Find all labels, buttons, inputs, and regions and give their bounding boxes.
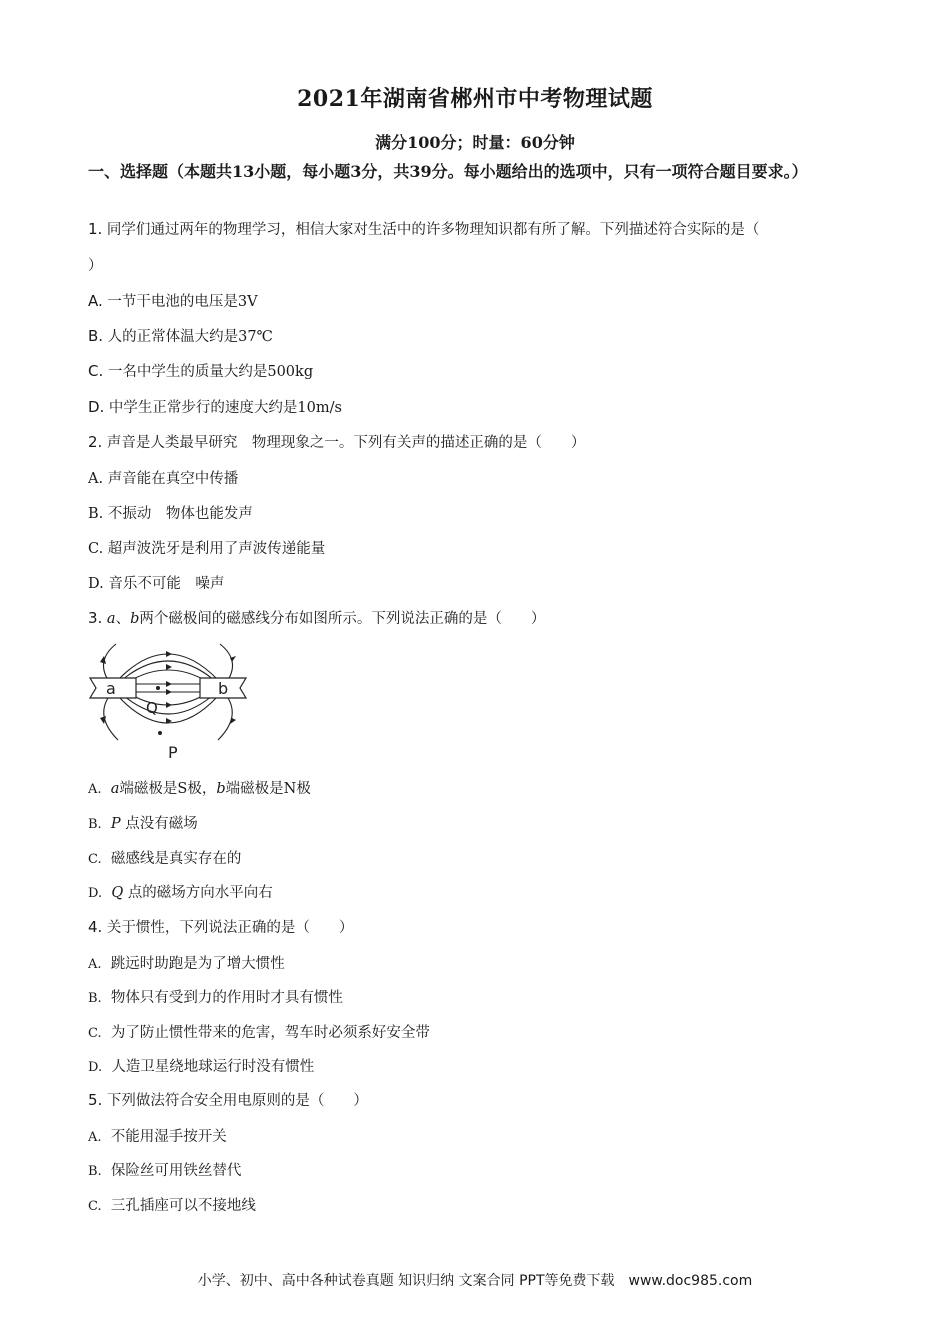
- q2-option-d: D. 音乐不可能 噪声: [88, 576, 225, 592]
- q3-option-a: A. a端磁极是S极，b端磁极是N极: [88, 781, 311, 797]
- q4-option-b: B. 物体只有受到力的作用时才具有惯性: [88, 990, 343, 1006]
- q1-option-d: D. 中学生正常步行的速度大约是10m/s: [88, 398, 342, 416]
- q5-option-c: C. 三孔插座可以不接地线: [88, 1198, 256, 1214]
- q5-option-a: A. 不能用湿手按开关: [88, 1129, 227, 1145]
- question-5-stem: 5. 下列做法符合安全用电原则的是（ ）: [88, 1091, 368, 1109]
- q2-option-b: B. 不振动 物体也能发声: [88, 506, 253, 522]
- q1-option-a: A. 一节干电池的电压是3V: [88, 292, 258, 310]
- point-dot: [156, 686, 160, 690]
- field-line: [104, 698, 118, 740]
- q4-option-d: D. 人造卫星绕地球运行时没有惯性: [88, 1059, 315, 1075]
- question-3-stem: 3. a、b两个磁极间的磁感线分布如图所示。下列说法正确的是（ ）: [88, 609, 546, 627]
- arrow-icon: [166, 702, 172, 708]
- q3-option-d: D. Q 点的磁场方向水平向右: [88, 885, 273, 901]
- q1-option-c: C. 一名中学生的质量大约是500kg: [88, 362, 314, 380]
- label-q: Q: [146, 699, 158, 717]
- arrow-icon: [166, 689, 172, 695]
- field-line: [128, 670, 208, 682]
- label-b: b: [218, 679, 229, 698]
- q3-option-b: B. P 点没有磁场: [88, 816, 198, 832]
- field-line: [220, 644, 233, 680]
- footer-watermark: 小学、初中、高中各种试卷真题 知识归纳 文案合同 PPT等免费下载 www.doc985.com: [197, 1273, 753, 1289]
- exam-info: 满分100分；时量：60分钟: [375, 133, 575, 152]
- page-title: 2021年湖南省郴州市中考物理试题: [297, 86, 653, 112]
- question-number: 5.: [88, 1091, 103, 1109]
- q2-option-c: C. 超声波洗牙是利用了声波传递能量: [88, 541, 326, 557]
- question-1-stem: 1. 同学们通过两年的物理学习，相信大家对生活中的许多物理知识都有所了解。下列描述符合实际的是（: [88, 220, 760, 238]
- q2-option-a: A. 声音能在真空中传播: [88, 471, 239, 487]
- arrow-icon: [166, 681, 172, 687]
- field-line: [218, 698, 232, 740]
- q5-option-b: B. 保险丝可用铁丝替代: [88, 1163, 242, 1179]
- q1-option-b: B. 人的正常体温大约是37℃: [88, 327, 273, 345]
- question-2-stem: 2. 声音是人类最早研究 物理现象之一。下列有关声的描述正确的是（ ）: [88, 433, 586, 451]
- question-number: 4.: [88, 918, 103, 936]
- section-heading: 一、选择题（本题共13小题，每小题3分，共39分。每小题给出的选项中，只有一项符合题目要求。）: [88, 162, 808, 181]
- question-number: 2.: [88, 433, 103, 451]
- arrow-icon: [166, 651, 172, 657]
- question-number: 1.: [88, 220, 103, 238]
- q3-option-c: C. 磁感线是真实存在的: [88, 851, 242, 867]
- q4-option-a: A. 跳远时助跑是为了增大惯性: [88, 956, 285, 972]
- q4-option-c: C. 为了防止惯性带来的危害，驾车时必须系好安全带: [88, 1025, 430, 1041]
- question-number: 3.: [88, 609, 103, 627]
- label-p: P: [168, 743, 178, 762]
- question-4-stem: 4. 关于惯性，下列说法正确的是（ ）: [88, 918, 354, 936]
- point-p-dot: [158, 731, 162, 735]
- label-a: a: [106, 679, 116, 698]
- field-line: [118, 696, 218, 723]
- arrow-icon: [166, 664, 172, 670]
- question-1-stem-cont: ）: [88, 258, 103, 274]
- magnetic-field-figure: [88, 640, 248, 765]
